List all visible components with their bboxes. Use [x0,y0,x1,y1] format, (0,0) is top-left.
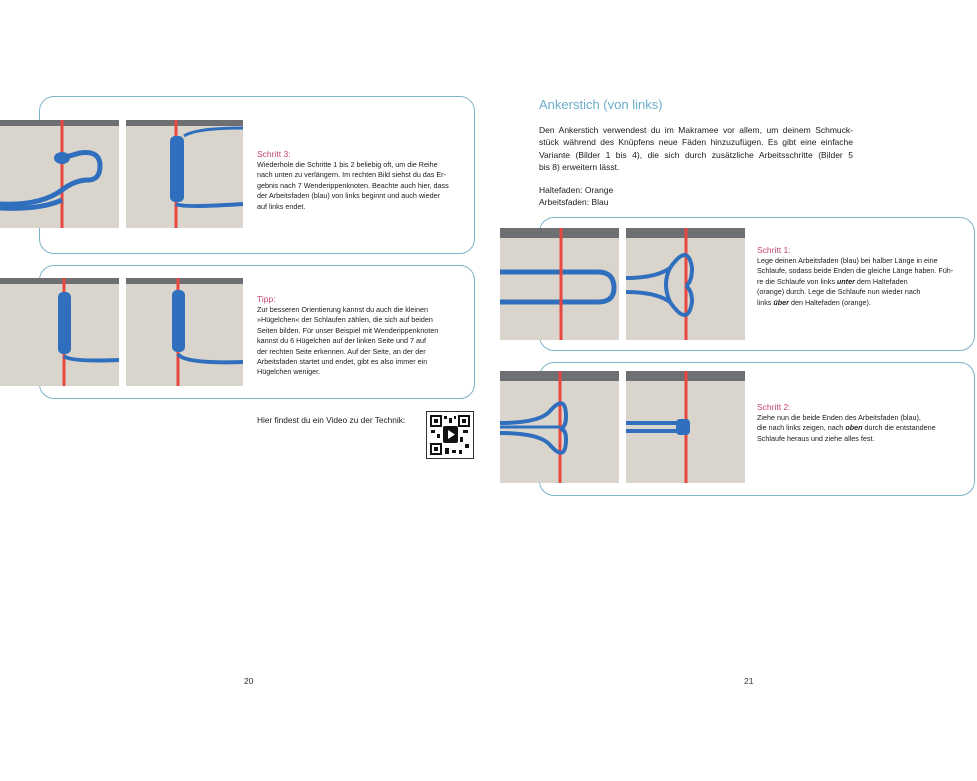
working-thread-info: Arbeitsfaden: Blau [539,197,609,207]
qr-code-icon[interactable] [426,411,474,459]
photo-tip-right [126,278,243,386]
tip-title: Tipp: [257,294,276,304]
photo-step3-right [126,120,243,228]
intro-paragraph: Den Ankerstich verwendest du im Makramee vor allem, um deinem Schmuck- stück während des Knüpfens neue Fäden hinzuzufügen. Es gibt eine einfache Variante (Bilder 1 bis 4), die sich durch zusätzliche Arbeitsschritte (Bilder 5 bis 8) erweitern lässt. [539,125,853,172]
photo-step2-left [500,371,619,483]
video-hint-text: Hier findest du ein Video zu der Technik: [257,415,406,425]
step3-text: Wiederhole die Schritte 1 bis 2 beliebig oft, um die Reihe nach unten zu verlängern. Im rechten Bild siehst du das Er- gebnis nach 7 Wenderippenknoten. Beachte auch hier, dass der Arbeitsfaden (blau) von links beginnt und auch wieder auf links endet. [257,160,449,211]
page-number-left: 20 [244,676,254,686]
holding-thread-info: Haltefaden: Orange [539,185,614,195]
step1-text: Lege deinen Arbeitsfaden (blau) bei halber Länge in eine Schlaufe, sodass beide Enden die gleiche Länge haben. Füh- re die Schlaufe von links unter dem Haltefaden (orange) durch. Lege die Schlaufe nun wieder nach links über den Haltefaden (orange). [757,256,954,307]
step2-title: Schritt 2: [757,402,791,412]
tip-text: Zur besseren Orientierung kannst du auch die kleinen »Hügelchen« der Schlaufen zählen, die sich auf beiden Seiten bilden. Für unser Beispiel mit Wenderippenknoten kannst du 6 Hügelchen auf der linken Seite und 7 auf der rechten Seite erkennen. Auf der Seite, an der der Arbeitsfaden startet und endet, gibt es also immer ein Hügelchen weniger. [257,305,439,377]
photo-step2-right [626,371,745,483]
step2-text: Ziehe nun die beide Enden des Arbeitsfaden (blau), die nach links zeigen, nach oben durch die entstandene Schlaufe heraus und ziehe alles fest. [757,413,936,443]
page-number-right: 21 [744,676,754,686]
step3-title: Schritt 3: [257,149,291,159]
photo-step1-left [500,228,619,340]
photo-tip-left [0,278,119,386]
step1-title: Schritt 1: [757,245,791,255]
photo-step3-left [0,120,119,228]
section-heading: Ankerstich (von links) [539,97,663,112]
photo-step1-right [626,228,745,340]
